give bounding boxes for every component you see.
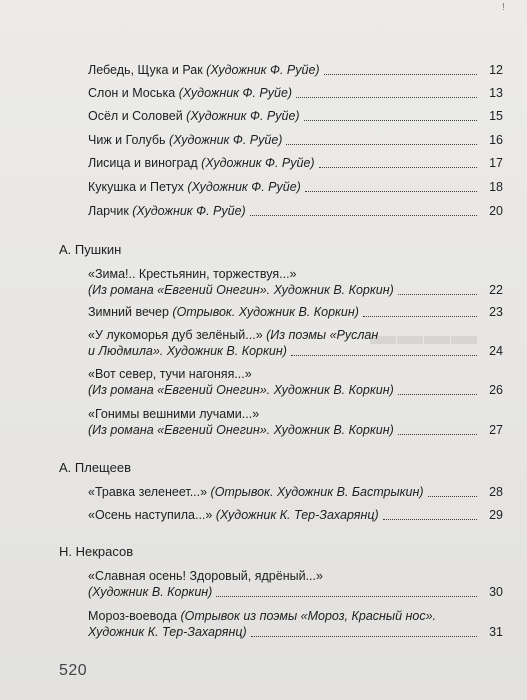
dot-leader bbox=[291, 354, 477, 356]
entry-page-number: 28 bbox=[489, 485, 503, 499]
show-through-decoration: ▬▬▬▬ bbox=[370, 320, 478, 350]
toc-entry-cont[interactable] bbox=[88, 341, 503, 361]
toc-entry[interactable] bbox=[88, 505, 503, 525]
entry-page-number: 22 bbox=[489, 283, 503, 297]
entry-page-number: 24 bbox=[489, 344, 503, 358]
toc-entry[interactable] bbox=[88, 177, 503, 197]
entry-page-number: 18 bbox=[489, 180, 503, 194]
entry-note: и Людмила». Художник В. Коркин) bbox=[88, 344, 287, 358]
dot-leader bbox=[251, 635, 477, 637]
toc-entry[interactable] bbox=[88, 83, 503, 103]
entry-note: (Из поэмы «Руслан bbox=[266, 328, 379, 342]
entry-page-number: 17 bbox=[489, 156, 503, 170]
entry-title: «Вот север, тучи нагоняя...» bbox=[88, 367, 252, 381]
dot-leader bbox=[319, 166, 477, 168]
entry-note: (Художник В. Коркин) bbox=[88, 585, 213, 599]
toc-entry[interactable] bbox=[88, 153, 503, 173]
entry-title: Кукушка и Петух (Художник Ф. Руйе) bbox=[88, 180, 301, 194]
toc-entry[interactable] bbox=[88, 482, 503, 502]
dot-leader bbox=[398, 293, 477, 295]
dot-leader bbox=[304, 119, 477, 121]
entry-title: «Зима!.. Крестьянин, торжествуя...» bbox=[88, 267, 297, 281]
entry-title: Лисица и виноград (Художник Ф. Руйе) bbox=[88, 156, 315, 170]
toc-entry-cont[interactable] bbox=[88, 380, 503, 400]
dot-leader bbox=[398, 433, 477, 435]
dot-leader bbox=[324, 73, 477, 75]
toc-entry[interactable] bbox=[88, 60, 503, 80]
entry-title: «У лукоморья дуб зелёный...» bbox=[88, 328, 267, 342]
toc-entry-cont[interactable] bbox=[88, 420, 503, 440]
toc-entry[interactable] bbox=[88, 201, 503, 221]
dot-leader bbox=[216, 595, 477, 597]
entry-note: (Из романа «Евгений Онегин». Художник В. Коркин) bbox=[88, 283, 394, 297]
dot-leader bbox=[363, 315, 477, 317]
entry-title: Лебедь, Щука и Рак (Художник Ф. Руйе) bbox=[88, 63, 320, 77]
toc-entry[interactable] bbox=[88, 106, 503, 126]
author-pleshcheev: А. Плещеев bbox=[59, 460, 131, 475]
entry-page-number: 31 bbox=[489, 625, 503, 639]
entry-note: (Из романа «Евгений Онегин». Художник В. Коркин) bbox=[88, 383, 394, 397]
entry-title: Чиж и Голубь (Художник Ф. Руйе) bbox=[88, 133, 283, 147]
author-pushkin: А. Пушкин bbox=[59, 242, 122, 257]
toc-entry-cont[interactable] bbox=[88, 582, 503, 602]
toc-entry[interactable] bbox=[88, 302, 503, 322]
dot-leader bbox=[383, 518, 477, 520]
entry-title: Осёл и Соловей (Художник Ф. Руйе) bbox=[88, 109, 300, 123]
toc-entry-cont[interactable] bbox=[88, 280, 503, 300]
entry-title: «Гонимы вешними лучами...» bbox=[88, 407, 260, 421]
entry-page-number: 16 bbox=[489, 133, 503, 147]
entry-page-number: 30 bbox=[489, 585, 503, 599]
entry-title: Слон и Моська (Художник Ф. Руйе) bbox=[88, 86, 293, 100]
entry-page-number: 20 bbox=[489, 204, 503, 218]
entry-page-number: 13 bbox=[489, 86, 503, 100]
entry-title: «Осень наступила...» (Художник К. Тер-Захарянц) bbox=[88, 508, 379, 522]
toc-entry-cont[interactable] bbox=[88, 622, 503, 642]
entry-page-number: 15 bbox=[489, 109, 503, 123]
entry-title: Зимний вечер (Отрывок. Художник В. Коркин) bbox=[88, 305, 359, 319]
entry-page-number: 12 bbox=[489, 63, 503, 77]
dot-leader bbox=[250, 214, 477, 216]
entry-title: Ларчик (Художник Ф. Руйе) bbox=[88, 204, 246, 218]
entry-title: «Славная осень! Здоровый, ядрёный...» bbox=[88, 569, 323, 583]
entry-page-number: 29 bbox=[489, 508, 503, 522]
entry-page-number: 26 bbox=[489, 383, 503, 397]
dot-leader bbox=[305, 190, 477, 192]
dot-leader bbox=[428, 495, 477, 497]
author-nekrasov: Н. Некрасов bbox=[59, 544, 134, 559]
dot-leader bbox=[286, 143, 477, 145]
entry-note: (Из романа «Евгений Онегин». Художник В. Коркин) bbox=[88, 423, 394, 437]
entry-note: Художник К. Тер-Захарянц) bbox=[88, 625, 247, 639]
dot-leader bbox=[398, 393, 477, 395]
entry-note: (Отрывок из поэмы «Мороз, Красный нос». bbox=[180, 609, 437, 623]
entry-page-number: 27 bbox=[489, 423, 503, 437]
toc-entry[interactable] bbox=[88, 130, 503, 150]
page-number: 520 bbox=[59, 662, 88, 679]
entry-page-number: 23 bbox=[489, 305, 503, 319]
corner-mark: ! bbox=[502, 2, 505, 13]
entry-title: «Травка зеленеет...» (Отрывок. Художник В. Бастрыкин) bbox=[88, 485, 424, 499]
entry-title: Мороз-воевода bbox=[88, 609, 181, 623]
dot-leader bbox=[296, 96, 477, 98]
